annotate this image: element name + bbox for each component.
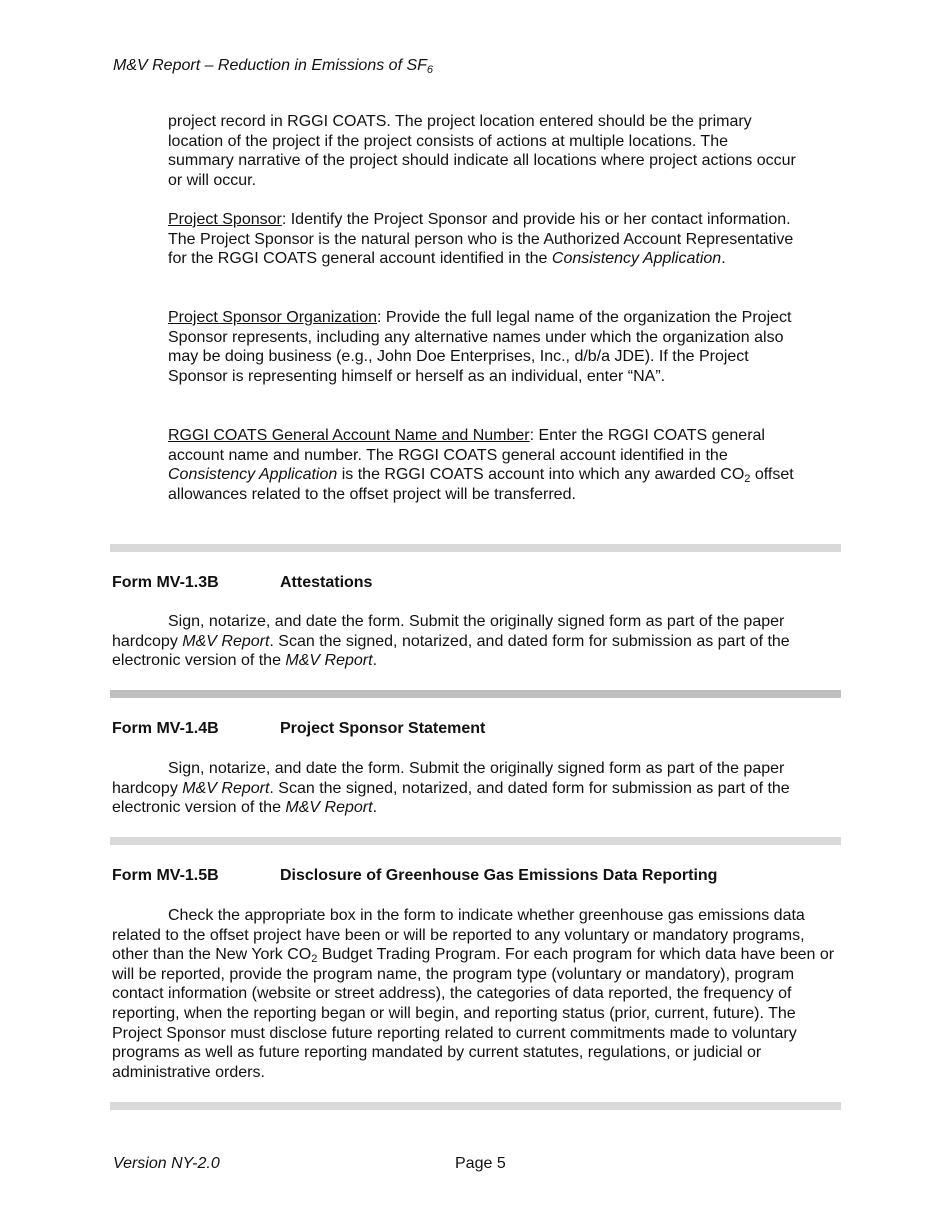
body-text: . Scan the signed, notarized, and dated form for submission as part of the electronic version of the xyxy=(112,779,790,817)
consistency-application-ref: Consistency Application xyxy=(168,466,338,484)
form-mv-1-4b-heading xyxy=(112,719,485,739)
form-title: Attestations xyxy=(280,574,373,591)
sponsor-org-label: Project Sponsor Organization xyxy=(168,309,377,326)
form-mv-1-3b-heading xyxy=(112,573,372,593)
intro-text: project record in RGGI COATS. The project location entered should be the primary location of the project if the project consists of actions at multiple locations. The summary narrative of the project should indicate all locations where project actions occur or will occur. xyxy=(168,113,796,189)
consistency-application-ref: Consistency Application xyxy=(551,250,722,268)
form-mv-1-5b-body xyxy=(112,906,842,1082)
project-sponsor-paragraph xyxy=(168,210,798,269)
page-number: Page 5 xyxy=(455,1155,506,1172)
version-label: Version NY-2.0 xyxy=(113,1155,220,1172)
mv-report-ref: M&V Report xyxy=(182,779,270,797)
body-text: Sign, notarize, and date the form. Submit the originally signed form as part of the paper hardcopy xyxy=(112,760,785,797)
coats-account-paragraph xyxy=(168,426,798,504)
coats-account-text: offset allowances related to the offset project will be transferred. xyxy=(168,466,794,503)
project-sponsor-text: : Identify the Project Sponsor and provide his or her contact information. The Project Sponsor is the natural person who is the Authorized Account Representative for the RGGI COATS general account identified in the xyxy=(168,211,794,268)
form-number: Form MV-1.5B xyxy=(112,867,219,884)
body-text: . xyxy=(372,652,378,670)
section-divider xyxy=(110,690,841,698)
mv-report-ref: M&V Report xyxy=(285,799,373,817)
form-title: Disclosure of Greenhouse Gas Emissions Data Reporting xyxy=(280,867,718,884)
form-title: Project Sponsor Statement xyxy=(280,720,486,737)
form-number: Form MV-1.3B xyxy=(112,574,219,591)
co2-subscript: 2 xyxy=(744,473,751,486)
intro-paragraph xyxy=(168,112,798,190)
body-text: . xyxy=(372,799,378,817)
body-text: Sign, notarize, and date the form. Submit the originally signed form as part of the paper hardcopy xyxy=(112,613,785,650)
mv-report-ref: M&V Report xyxy=(182,632,270,650)
form-number: Form MV-1.4B xyxy=(112,720,219,737)
project-sponsor-organization-paragraph xyxy=(168,308,798,386)
coats-account-text: is the RGGI COATS account into which any awarded CO xyxy=(337,466,745,484)
coats-account-text: : Enter the RGGI COATS general account name and number. The RGGI COATS general account identified in the xyxy=(168,427,765,464)
coats-account-label: RGGI COATS General Account Name and Number xyxy=(168,427,530,444)
header-subscript: 6 xyxy=(426,64,434,76)
form-mv-1-3b-body xyxy=(112,612,842,671)
sponsor-org-text: : Provide the full legal name of the organization the Project Sponsor represents, including any alternative names under which the organization also may be doing business (e.g., John Doe Enterprises, Inc., d/b/a JDE). If the Project Sponsor is representing himself or herself as an individual, enter “NA”. xyxy=(168,309,792,385)
body-text: Budget Trading Program. For each program for which data have been or will be reported, provide the program name, the program type (voluntary or mandatory), program contact information (website or street address), the categories of data reported, the frequency of reporting, when the reporting began or will begin, and reporting status (prior, current, future). The Project Sponsor must disclose future reporting related to current commitments made to voluntary programs as well as future reporting mandated by current statutes, regulations, or judicial or administrative orders. xyxy=(112,946,835,1081)
body-text: . Scan the signed, notarized, and dated form for submission as part of the electronic version of the xyxy=(112,632,790,670)
form-mv-1-5b-heading xyxy=(112,866,717,886)
page-header xyxy=(113,56,433,76)
co2-subscript: 2 xyxy=(311,953,318,966)
mv-report-ref: M&V Report xyxy=(285,652,373,670)
section-divider xyxy=(110,544,841,552)
header-title: M&V Report – Reduction in Emissions of SF xyxy=(113,57,427,74)
period: . xyxy=(721,250,726,268)
section-divider xyxy=(110,837,841,845)
project-sponsor-label: Project Sponsor xyxy=(168,211,282,228)
body-text: Check the appropriate box in the form to indicate whether greenhouse gas emissions data related to the offset project have been or will be reported to any voluntary or mandatory programs, other than the New York CO xyxy=(112,907,805,964)
section-divider xyxy=(110,1102,841,1110)
form-mv-1-4b-body xyxy=(112,759,842,818)
